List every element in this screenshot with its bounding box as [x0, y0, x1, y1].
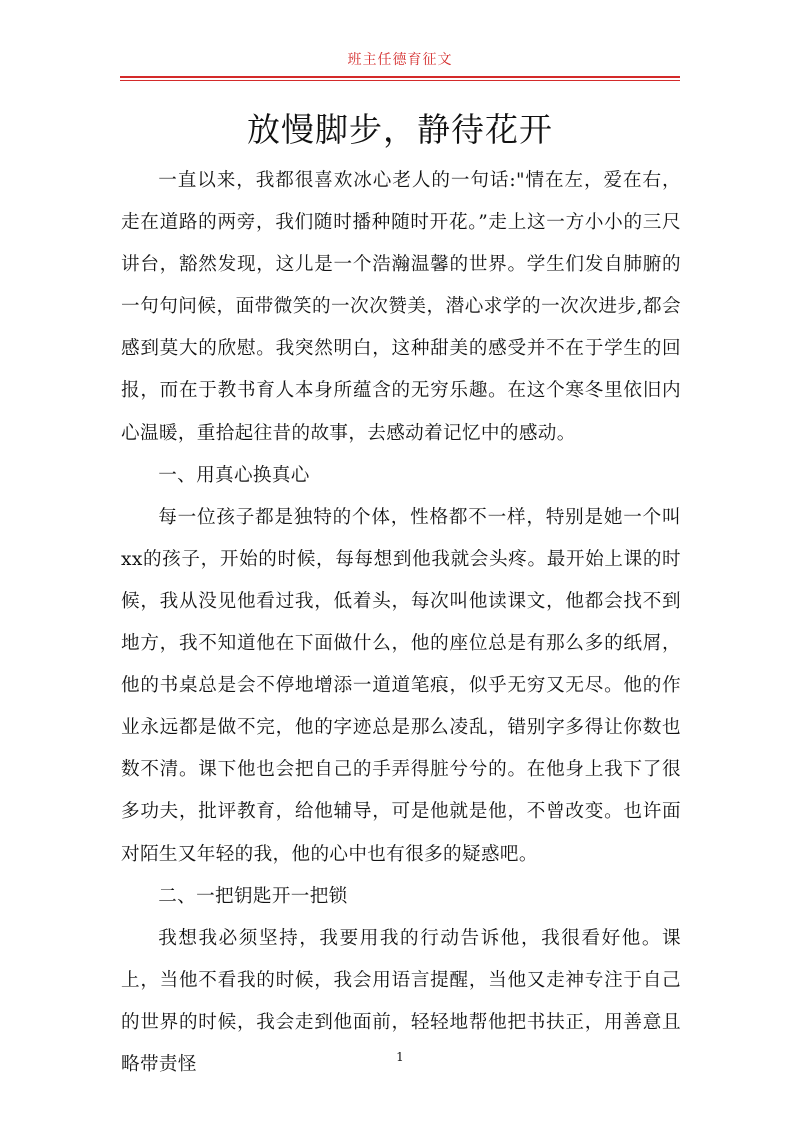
paragraph-intro: 一直以来，我都很喜欢冰心老人的一句话:"情在左，爱在右，走在道路的两旁，我们随时播种随时开花。”走上这一方小小的三尺讲台，豁然发现，这儿是一个浩瀚温馨的世界。学生们发自肺腑的一句句问候，面带微笑的一次次赞美，潜心求学的一次次进步,都会感到莫大的欣慰。我突然明白，这种甜美的感受并不在于学生的回报，而在于教书育人本身所蕴含的无穷乐趣。在这个寒冬里依旧内心温暖，重拾起往昔的故事，去感动着记忆中的感动。 — [121, 170, 681, 444]
page-title: 放慢脚步，静待花开 — [247, 110, 553, 149]
header-divider-thin — [120, 80, 680, 81]
header-divider — [120, 76, 680, 78]
section-heading-2: 二、一把钥匙开一把锁 — [158, 885, 348, 907]
section-heading-1: 一、用真心换真心 — [158, 464, 310, 486]
header-title: 班主任德育征文 — [347, 52, 453, 68]
paragraph-section-2: 我想我必须坚持，我要用我的行动告诉他，我很看好他。课上，当他不看我的时候，我会用语言提醒，当他又走神专注于自己的世界的时候，我会走到他面前，轻轻地帮他把书扶正，用善意且略带责怪 — [121, 927, 681, 1075]
paragraph-section-1: 每一位孩子都是独特的个体，性格都不一样，特别是她一个叫xx的孩子，开始的时候，每每想到他我就会头疼。最开始上课的时候，我从没见他看过我，低着头，每次叫他读课文，他都会找不到地方，我不知道他在下面做什么，他的座位总是有那么多的纸屑，他的书桌总是会不停地增添一道道笔痕，似乎无穷又无尽。他的作业永远都是做不完，他的字迹总是那么凌乱，错别字多得让你数也数不清。课下他也会把自己的手弄得脏兮兮的。在他身上我下了很多功夫，批评教育，给他辅导，可是他就是他，不曾改变。也许面对陌生又年轻的我，他的心中也有很多的疑惑吧。 — [121, 506, 681, 865]
article-body — [121, 160, 681, 1086]
document-header — [120, 50, 680, 81]
page-number: 1 — [396, 1050, 404, 1064]
